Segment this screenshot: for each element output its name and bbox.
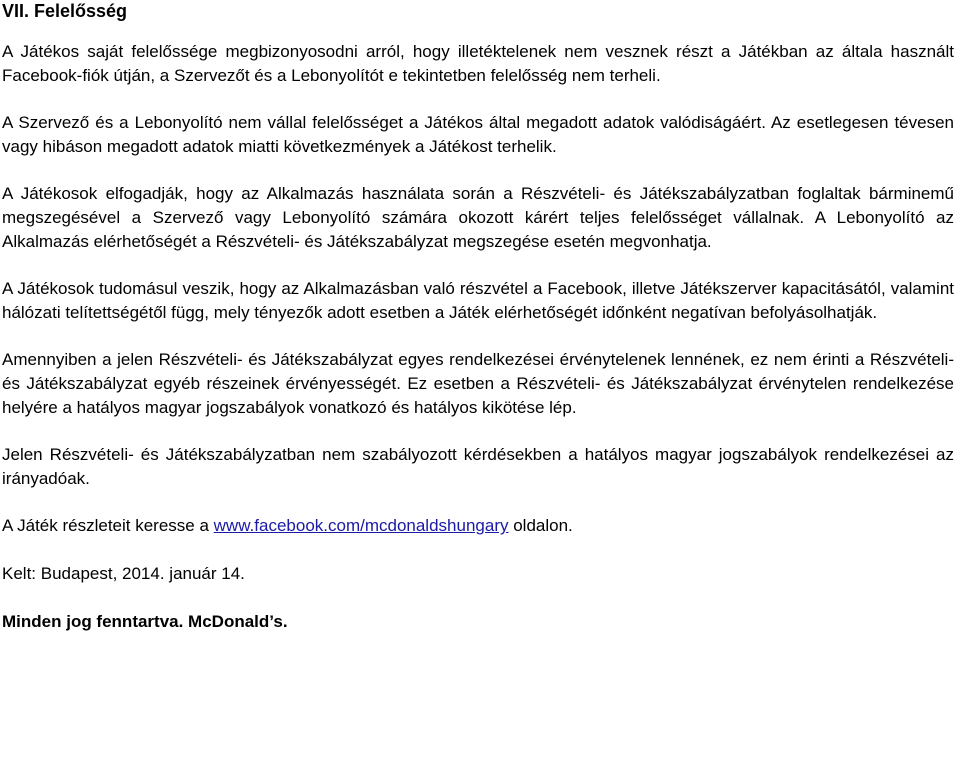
paragraph-governing-law: Jelen Részvételi- és Játékszabályzatban nem szabályozott kérdésekben a hatályos magyar jogszabályok rendelkezései az irányadóak. [2,445,954,488]
paragraph-details [2,514,954,538]
paragraph-damage-liability: A Játékosok elfogadják, hogy az Alkalmazás használata során a Részvételi- és Játékszabályzatban foglaltak bárminemű megszegésével a Szervező vagy Lebonyolító számára okozott kárért teljes felelősséget vállalnak. A Lebonyolító az Alkalmazás elérhetőségét a Részvételi- és Játékszabályzat megszegése esetén megvonhatja. [2,184,954,251]
paragraph-invalidity: Amennyiben a jelen Részvételi- és Játékszabályzat egyes rendelkezései érvénytelenek lennének, ez nem érinti a Részvételi- és Játékszabályzat egyéb részeinek érvényességét. Ez esetben a Részvételi- és Játékszabályzat érvénytelen rendelkezése helyére a hatályos magyar jogszabályok vonatkozó és hatályos kikötése lép. [2,350,954,417]
paragraph-availability: A Játékosok tudomásul veszik, hogy az Alkalmazásban való részvétel a Facebook, illetve Játékszerver kapacitásától, valamint hálózati telítettségétől függ, mely tényezők adott esetben a Játék elérhetőségét időnként negatívan befolyásolhatják. [2,279,954,322]
rights-reserved: Minden jog fenntartva. McDonald’s. [2,611,288,631]
facebook-page-link[interactable]: www.facebook.com/mcdonaldshungary [213,516,509,536]
document-page [2,0,954,633]
details-prefix: A Játék részleteit keresse a [2,516,214,536]
details-suffix: oldalon. [508,516,573,536]
paragraph-data-accuracy: A Szervező és a Lebonyolító nem vállal felelősséget a Játékos által megadott adatok valódiságáért. Az esetlegesen tévesen vagy hibáson megadott adatok miatti következmények a Játékost terhelik. [2,113,954,156]
paragraph-player-responsibility: A Játékos saját felelőssége megbizonyosodni arról, hogy illetéktelenek nem vesznek részt a Játékban az általa használt Facebook-fiók útján, a Szervezőt és a Lebonyolítót e tekintetben felelősség nem terheli. [2,42,954,85]
date-line: Kelt: Budapest, 2014. január 14. [2,563,245,583]
section-heading: VII. Felelősség [2,1,128,21]
